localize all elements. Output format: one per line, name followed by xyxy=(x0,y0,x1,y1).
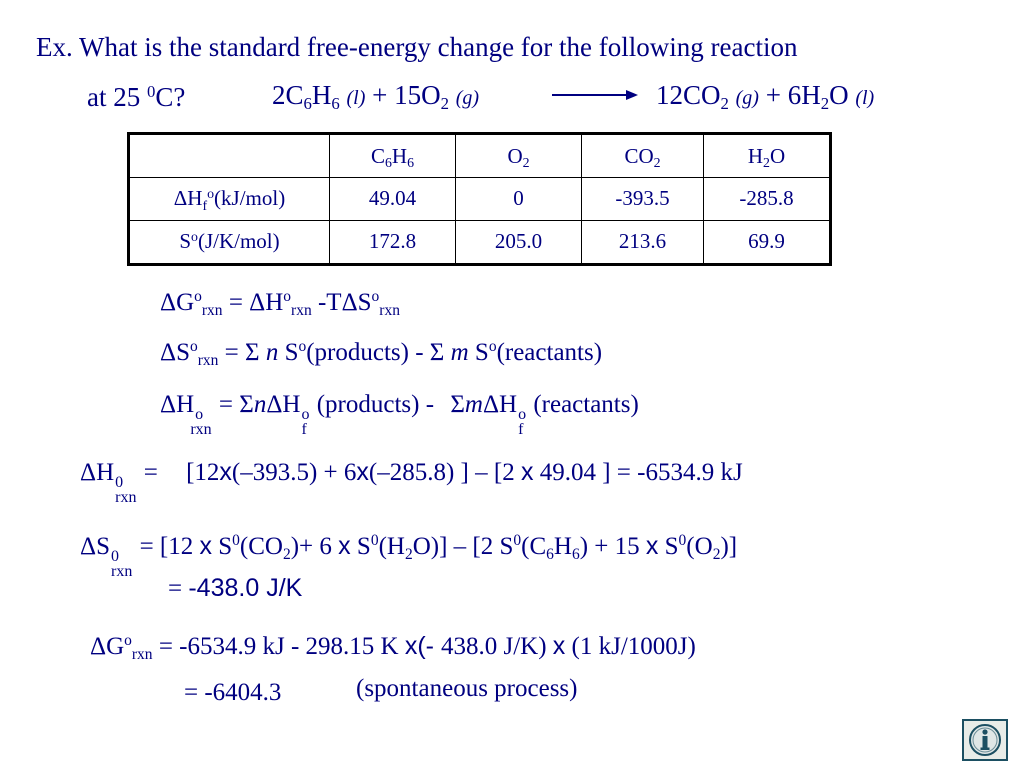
question-line-2: at 25 $^0$C? xyxy=(87,81,186,112)
enthalpy-equation: ΔH o rxn = ΣnΔH o f (products) - ΣmΔH o f (reactants) xyxy=(160,391,639,438)
table-row xyxy=(129,220,831,264)
table-header-o2: $O_2$ xyxy=(456,134,582,178)
info-icon xyxy=(968,723,1002,757)
reaction-arrow-icon xyxy=(552,88,638,102)
gibbs-equation: $\Delta G^o_{rxn} = \Delta H^o_{rxn}$ $-T\Delta S^o_{rxn}$ xyxy=(160,288,400,319)
table-row xyxy=(129,178,831,221)
table-cell: 172.8 xyxy=(330,220,456,264)
gibbs-result: = -6404.3 xyxy=(184,679,282,706)
table-cell: -285.8 xyxy=(704,178,831,221)
reaction-products: $12CO_2$ $(g) + 6H_2O$ (l) xyxy=(656,80,875,114)
enthalpy-calculation: ΔH 0 rxn = [12x(–393.5) + 6x(–285.8) ] – [2 x 49.04 ] = -6534.9 kJ xyxy=(80,458,743,506)
thermo-data-table xyxy=(127,132,832,266)
table-header-c6h6: $C_6H_6$ xyxy=(330,134,456,178)
table-corner-cell xyxy=(129,134,330,178)
entropy-equation: $\Delta S^o_{rxn} = \Sigma$ n $S^o(products)$ - Σ m $S^o(reactants)$ xyxy=(160,338,603,369)
table-cell: 49.04 xyxy=(330,178,456,221)
table-header-row xyxy=(129,134,831,178)
reaction-equation: $2C_6H_6$ $(l) + 15O_2$ (g) xyxy=(272,80,480,114)
gibbs-calculation: $\Delta G^o_{rxn} = -6534.9$ kJ - 298.15 K x(- 438.0 J/K) x (1 kJ/1000J) xyxy=(90,632,696,663)
table-cell: 0 xyxy=(456,178,582,221)
info-button[interactable] xyxy=(962,719,1008,761)
table-cell: -393.5 xyxy=(582,178,704,221)
entropy-result: = -438.0 J/K xyxy=(168,574,303,602)
spontaneous-note: (spontaneous process) xyxy=(356,675,578,702)
row-label-entropy: $S^o(J/K/mol)$ xyxy=(129,220,330,264)
question-line-1: Ex. What is the standard free-energy change for the following reaction xyxy=(36,32,798,62)
table-cell: 205.0 xyxy=(456,220,582,264)
table-header-co2: $CO_2$ xyxy=(582,134,704,178)
table-cell: 69.9 xyxy=(704,220,831,264)
entropy-calculation: ΔS 0 rxn = [12 x $S^0(CO_2)+ 6$ x $S^0(H_2O)] - [2$ $S^0(C_6H_6) + 15$ x $S^0(O_2)$] xyxy=(80,532,738,580)
table-header-h2o: $H_2O$ xyxy=(704,134,831,178)
row-label-enthalpy: $\Delta H_f^o(kJ/mol)$ xyxy=(129,178,330,221)
table-cell: 213.6 xyxy=(582,220,704,264)
